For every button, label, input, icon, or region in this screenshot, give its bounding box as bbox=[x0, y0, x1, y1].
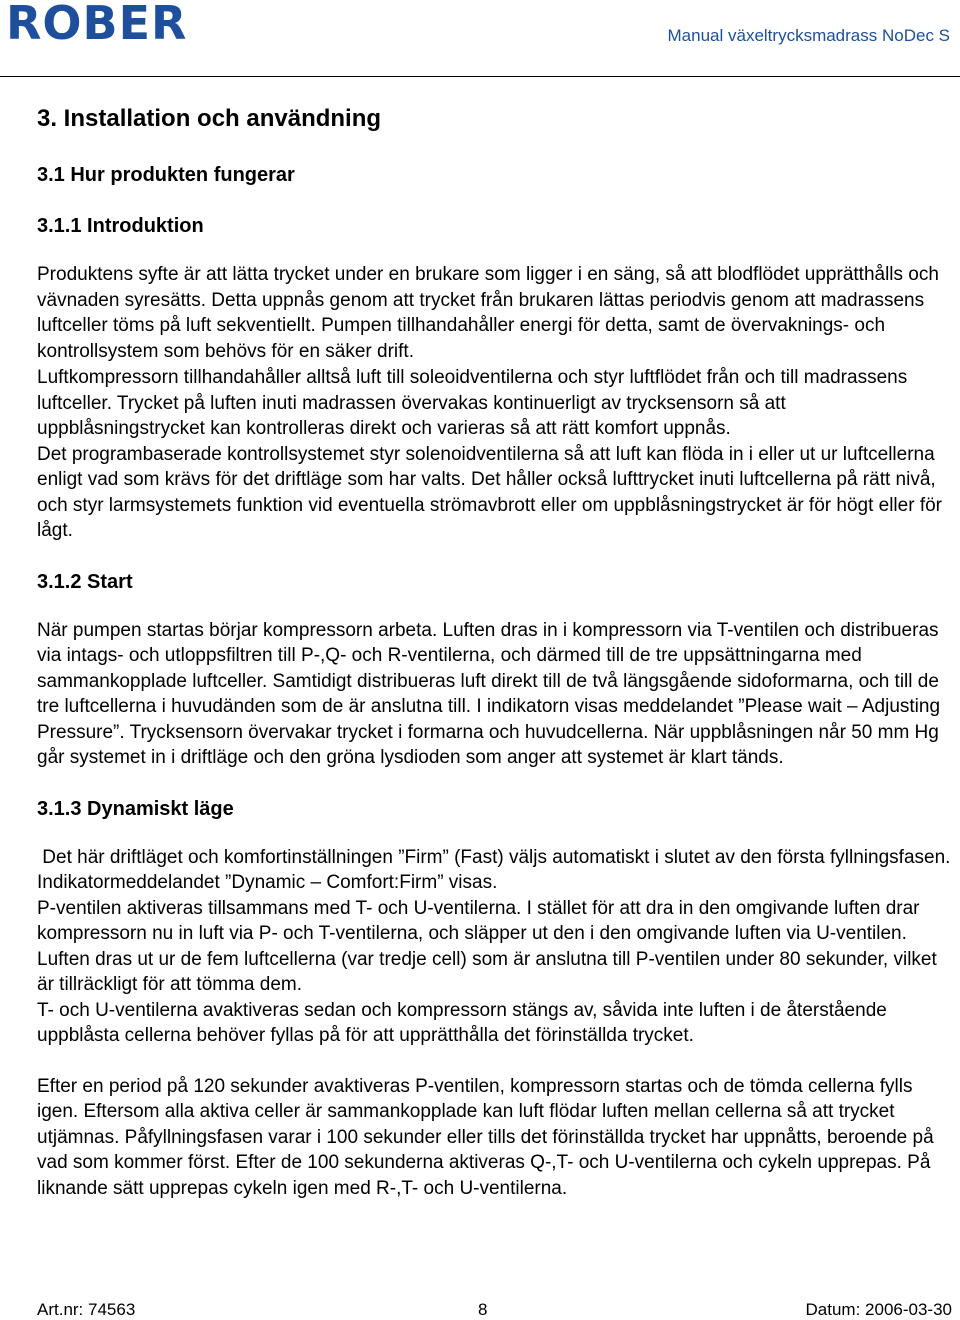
dynamic-heading: 3.1.3 Dynamiskt läge bbox=[37, 797, 234, 820]
subsection-heading: 3.1 Hur produkten fungerar bbox=[37, 164, 295, 186]
document-title: Manual växeltrycksmadrass NoDec S bbox=[667, 26, 950, 45]
intro-heading: 3.1.1 Introduktion bbox=[37, 215, 204, 237]
dynamic-paragraph-3: T- och U-ventilerna avaktiveras sedan och kompressorn stängs av, såvida inte luften i de återstående uppblåsta cellerna behöver fyllas på för att upprätthålla det förinställda trycket. bbox=[37, 999, 887, 1046]
page-number: 8 bbox=[478, 1300, 488, 1319]
spacer bbox=[37, 771, 952, 796]
page-header bbox=[0, 0, 960, 78]
rober-logo: ROBER bbox=[6, 0, 188, 50]
intro-paragraph-2: Luftkompressorn tillhandahåller alltså luft till soleoidventilerna och styr luftflödet från och till madrassens luftceller. Trycket på luften inuti madrassen övervakas kontinuerligt av trycksensorn så att uppblåsningstrycket kan kontrolleras direkt och varieras så att rätt komfort uppnås. bbox=[37, 367, 908, 439]
spacer bbox=[37, 1049, 952, 1074]
start-paragraph: När pumpen startas börjar kompressorn arbeta. Luften dras in i kompressorn via T-ventilen och distribueras via intags- och utloppsfiltren till P-,Q- och R-ventilerna, och därmed till de tre uppsättningarna med sammankopplade luftceller. Samtidigt distribueras luft direkt till de två längsgående sidoformarna, och till de tre luftcellerna i huvudänden som de är anslutna till. I indikatorn visas meddelandet ”Please wait – Adjusting Pressure”. Trycksensorn övervakar trycket i formarna och huvudcellerna. När uppblåsningen når 50 mm Hg går systemet in i driftläge och den gröna lysdioden som anger att systemet är klart tänds. bbox=[37, 619, 941, 768]
intro-paragraph-3: Det programbaserade kontrollsystemet styr solenoidventilerna så att luft kan flöda in i eller ut ur luftcellerna enligt vad som krävs för det driftläge som har valts. Det håller också lufttrycket inuti luftcellerna på rätt nivå, och styr larmsystemets funktion vid eventuella strömavbrott eller om uppblåsningstrycket är för högt eller för lågt. bbox=[37, 443, 942, 541]
section-heading: 3. Installation och användning bbox=[37, 105, 382, 132]
document-date: Datum: 2006-03-30 bbox=[805, 1300, 952, 1319]
dynamic-paragraph-1: Det här driftläget och komfortinställningen ”Firm” (Fast) väljs automatiskt i slutet av den första fyllningsfasen. Indikatormeddelandet ”Dynamic – Comfort:Firm” visas. bbox=[37, 846, 956, 893]
header-divider bbox=[0, 76, 960, 77]
dynamic-paragraph-2: P-ventilen aktiveras tillsammans med T- och U-ventilerna. I stället för att dra in den omgivande luften drar kompressorn nu in luft via P- och T-ventilerna, och släpper ut den i den omgivande luften via U-ventilen. Luften dras ut ur de fem luftcellerna (var tredje cell) som är anslutna till P-ventilen under 80 sekunder, vilket är tillräckligt för att tömma dem. bbox=[37, 897, 937, 995]
dynamic-paragraph-4: Efter en period på 120 sekunder avaktiveras P-ventilen, kompressorn startas och de tömda cellerna fylls igen. Eftersom alla aktiva celler är sammankopplade kan luft flödar luften mellan cellerna så att trycket utjämnas. Påfyllningsfasen varar i 100 sekunder eller tills det förinställda trycket har uppnåtts, beroende på vad som kommer först. Efter de 100 sekunderna aktiveras Q-,T- och U-ventilerna och cykeln upprepas. På liknande sätt upprepas cykeln igen med R-,T- och U-ventilerna. bbox=[37, 1075, 934, 1199]
article-number: Art.nr: 74563 bbox=[37, 1300, 136, 1319]
intro-paragraph-1: Produktens syfte är att lätta trycket under en brukare som ligger i en säng, så att blodflödet upprätthålls och vävnaden syresätts. Detta uppnås genom att trycket från brukaren lättas periodvis genom att madrassens luftceller töms på luft sekventiellt. Pumpen tillhandahåller energi för detta, samt de övervaknings- och kontrollsystem som behövs för en säker drift. bbox=[37, 264, 939, 362]
spacer bbox=[37, 544, 952, 569]
start-heading: 3.1.2 Start bbox=[37, 570, 133, 593]
document-body bbox=[37, 104, 956, 1201]
